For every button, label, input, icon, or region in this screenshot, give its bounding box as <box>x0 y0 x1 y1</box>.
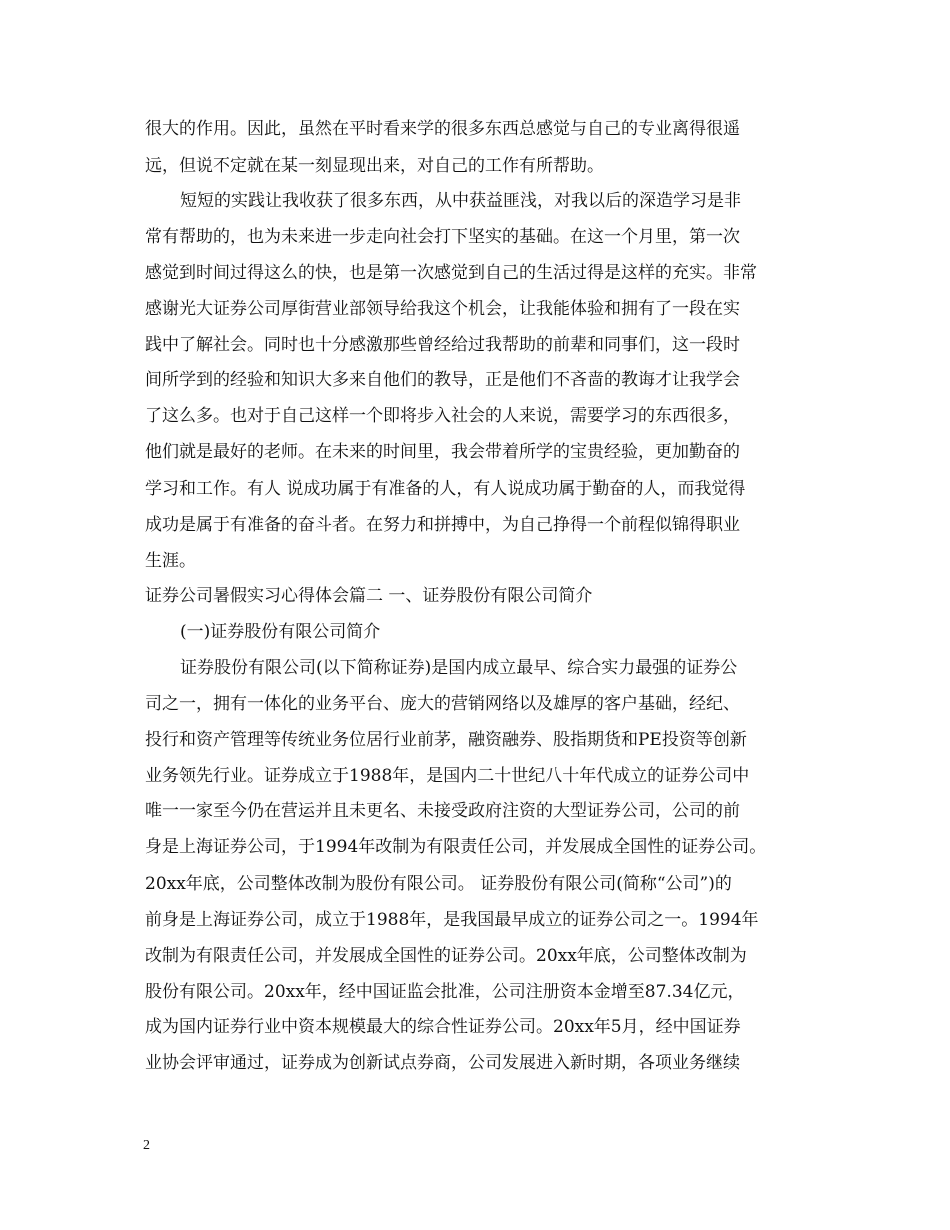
paragraph-line: 很大的作用。因此，虽然在平时看来学的很多东西总感觉与自己的专业离得很遥 <box>145 119 740 139</box>
paragraph-line: 生涯。 <box>145 551 196 571</box>
subsection-heading: (一)证券股份有限公司简介 <box>180 622 381 642</box>
paragraph-line: 远，但说不定就在某一刻显现出来，对自己的工作有所帮助。 <box>145 156 604 176</box>
paragraph-line: 前身是上海证券公司，成立于1988年，是我国最早成立的证券公司之一。1994年 <box>145 910 759 930</box>
paragraph-line: 投行和资产管理等传统业务位居行业前茅，融资融券、股指期货和PE投资等创新 <box>145 730 747 750</box>
paragraph-line: 唯一一家至今仍在营运并且未更名、未接受政府注资的大型证券公司，公司的前 <box>145 801 740 821</box>
paragraph-line: 成功是属于有准备的奋斗者。在努力和拼搏中，为自己挣得一个前程似锦得职业 <box>145 515 740 535</box>
paragraph-line: 感谢光大证券公司厚街营业部领导给我这个机会，让我能体验和拥有了一段在实 <box>145 299 740 319</box>
paragraph-line: 常有帮助的，也为未来进一步走向社会打下坚实的基础。在这一个月里，第一次 <box>145 227 740 247</box>
paragraph-line: 学习和工作。有人 说成功属于有准备的人，有人说成功属于勤奋的人，而我觉得 <box>145 479 746 499</box>
paragraph-line: 业协会评审通过，证券成为创新试点券商，公司发展进入新时期，各项业务继续 <box>145 1053 740 1073</box>
paragraph-line: 间所学到的经验和知识大多来自他们的教导，正是他们不吝啬的教诲才让我学会 <box>145 370 740 390</box>
paragraph-line: 司之一，拥有一体化的业务平台、庞大的营销网络以及雄厚的客户基础，经纪、 <box>145 694 740 714</box>
paragraph-line: 了这么多。也对于自己这样一个即将步入社会的人来说，需要学习的东西很多， <box>145 406 740 426</box>
page-number: 2 <box>143 1138 150 1153</box>
paragraph-line: 成为国内证券行业中资本规模最大的综合性证券公司。20xx年5月，经中国证券 <box>145 1017 741 1037</box>
paragraph-line: 短短的实践让我收获了很多东西，从中获益匪浅，对我以后的深造学习是非 <box>180 191 741 211</box>
paragraph-line: 感觉到时间过得这么的快，也是第一次感觉到自己的生活过得是这样的充实。非常 <box>145 263 757 283</box>
paragraph-line: 证券股份有限公司(以下简称证券)是国内成立最早、综合实力最强的证券公 <box>180 658 738 678</box>
paragraph-line: 他们就是最好的老师。在未来的时间里，我会带着所学的宝贵经验，更加勤奋的 <box>145 442 740 462</box>
paragraph-line: 改制为有限责任公司，并发展成全国性的证券公司。20xx年底，公司整体改制为 <box>145 946 747 966</box>
section-heading: 证券公司暑假实习心得体会篇二 一、证券股份有限公司简介 <box>145 586 593 606</box>
paragraph-line: 股份有限公司。20xx年，经中国证监会批准，公司注册资本金增至87.34亿元， <box>145 982 745 1002</box>
paragraph-line: 业务领先行业。证券成立于1988年，是国内二十世纪八十年代成立的证券公司中 <box>145 766 750 786</box>
paragraph-line: 20xx年底，公司整体改制为股份有限公司。 证券股份有限公司(简称“公司”)的 <box>145 874 732 894</box>
paragraph-line: 身是上海证券公司，于1994年改制为有限责任公司，并发展成全国性的证券公司。 <box>145 837 767 857</box>
paragraph-line: 践中了解社会。同时也十分感激那些曾经给过我帮助的前辈和同事们，这一段时 <box>145 335 740 355</box>
